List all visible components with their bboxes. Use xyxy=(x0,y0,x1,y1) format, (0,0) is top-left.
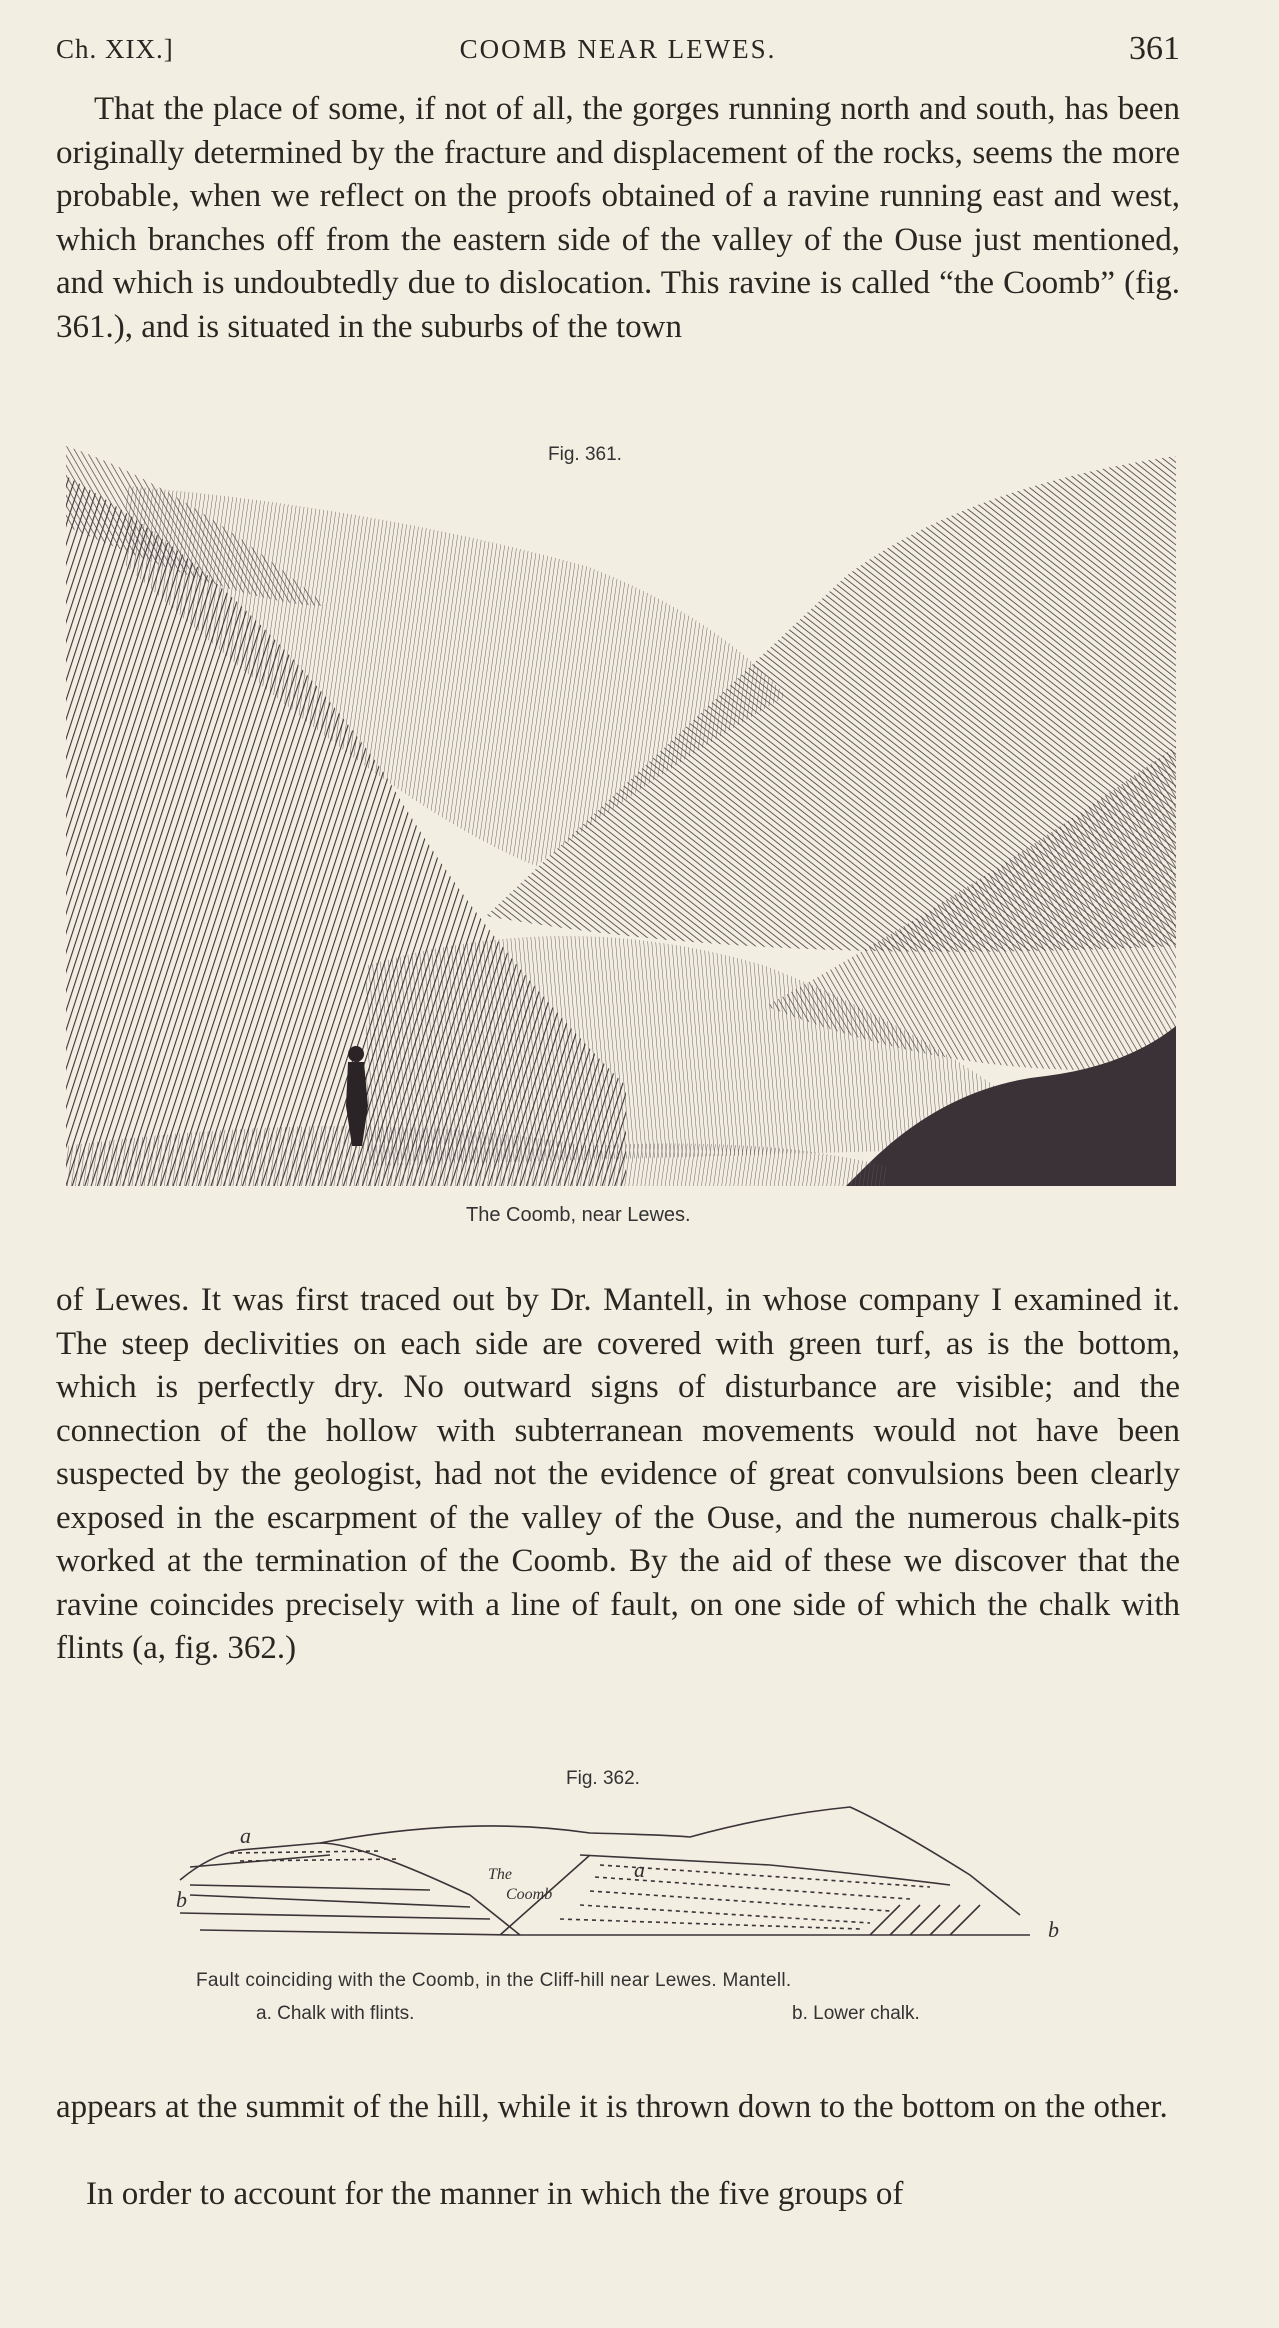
label-a-right: a xyxy=(634,1857,645,1882)
hill-outline xyxy=(320,1807,1020,1915)
running-title: COOMB NEAR LEWES. xyxy=(459,34,777,64)
fig-361-engraving xyxy=(66,446,1176,1186)
paragraph-2: of Lewes. It was first traced out by Dr. Mantell, in whose company I examined it. The steep declivities on each side are covered with green turf, as is the bottom, which is perfectly dry. No outward signs of disturbance are visible; and the connection of the hollow with subterranean movements would not have been suspected by the geologist, had not the evidence of great convulsions been clearly exposed in the escarpment of the valley of the Ouse, and the numerous chalk-pits worked at the termination of the Coomb. By the aid of these we discover that the ravine coincides precisely with a line of fault, on one side of which the chalk with flints (a, fig. 362.) xyxy=(56,1282,1180,1666)
label-b-right: b xyxy=(1048,1917,1059,1942)
label-b-left: b xyxy=(176,1887,187,1912)
label-a-left: a xyxy=(240,1823,251,1848)
label-the: The xyxy=(488,1866,512,1883)
fig-362-legend-a: a. Chalk with flints. xyxy=(256,2003,415,2024)
fig-362-legend-b: b. Lower chalk. xyxy=(792,2003,920,2024)
fig-361-caption: The Coomb, near Lewes. xyxy=(466,1204,691,1226)
fig-361-label: Fig. 361. xyxy=(548,444,622,465)
label-coomb: Coomb xyxy=(506,1886,553,1903)
fig-362-diagram xyxy=(170,1795,1090,1955)
fig-362-caption: Fault coinciding with the Coomb, in the Cliff-hill near Lewes. Mantell. xyxy=(196,1970,792,1991)
fig-362-label: Fig. 362. xyxy=(566,1768,640,1789)
page-number: 361 xyxy=(1129,30,1180,67)
chapter-label: Ch. XIX.] xyxy=(56,34,174,64)
paragraph-4: In order to account for the manner in which the five groups of xyxy=(86,2176,904,2212)
paragraph-1: That the place of some, if not of all, the gorges running north and south, has been originally determined by the fracture and displacement of the rocks, seems the more probable, when we reflect on the proofs obtained of a ravine running east and west, which branches off from the eastern side of the valley of the Ouse just mentioned, and which is undoubtedly due to dislocation. This ravine is called “the Coomb” (fig. 361.), and is situated in the suburbs of the town xyxy=(56,91,1180,345)
running-header xyxy=(56,30,1180,70)
paragraph-3: appears at the summit of the hill, while it is thrown down to the bottom on the other. xyxy=(56,2089,1168,2125)
